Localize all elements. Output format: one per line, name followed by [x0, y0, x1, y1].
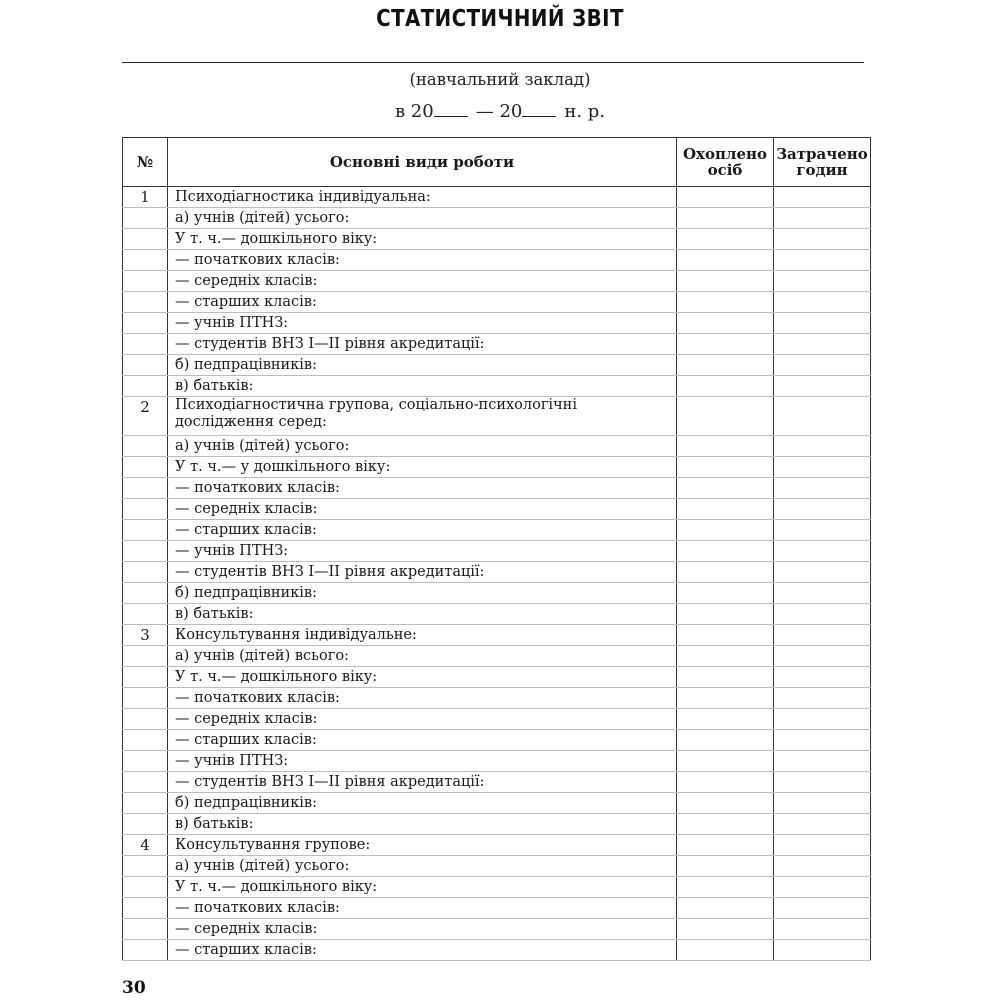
row-number-cell [123, 751, 168, 772]
work-type-cell: — студентів ВНЗ І—ІІ рівня акредитації: [168, 562, 677, 583]
people-covered-cell[interactable] [677, 313, 774, 334]
work-type-cell: Консультування індивідуальне: [168, 625, 677, 646]
work-type-cell: — середніх класів: [168, 271, 677, 292]
table-row [123, 730, 871, 751]
table-row [123, 376, 871, 397]
table-row [123, 499, 871, 520]
people-covered-cell[interactable] [677, 667, 774, 688]
work-type-cell: — студентів ВНЗ І—ІІ рівня акредитації: [168, 772, 677, 793]
header-work-types: Основні види роботи [168, 138, 677, 187]
people-covered-cell[interactable] [677, 604, 774, 625]
work-type-cell: — учнів ПТНЗ: [168, 751, 677, 772]
year-suffix: н. р. [564, 101, 606, 122]
people-covered-cell[interactable] [677, 457, 774, 478]
hours-spent-cell[interactable] [774, 457, 871, 478]
row-number-cell [123, 583, 168, 604]
row-number-cell [123, 520, 168, 541]
row-number-cell: 4 [123, 835, 168, 856]
row-number-cell [123, 562, 168, 583]
table-row [123, 898, 871, 919]
table-body [123, 187, 871, 961]
work-type-cell: а) учнів (дітей) усього: [168, 856, 677, 877]
table-row [123, 457, 871, 478]
row-number-cell [123, 229, 168, 250]
work-type-cell: б) педпрацівників: [168, 793, 677, 814]
work-type-cell: — початкових класів: [168, 688, 677, 709]
hours-spent-cell[interactable] [774, 208, 871, 229]
document-title: СТАТИСТИЧНИЙ ЗВІТ [376, 6, 624, 32]
people-covered-cell[interactable] [677, 688, 774, 709]
table-row [123, 334, 871, 355]
hours-spent-cell[interactable] [774, 856, 871, 877]
hours-spent-cell[interactable] [774, 271, 871, 292]
work-type-cell: — початкових класів: [168, 898, 677, 919]
table-row [123, 229, 871, 250]
row-number-cell [123, 877, 168, 898]
row-number-cell [123, 208, 168, 229]
row-number-cell [123, 709, 168, 730]
hours-spent-cell[interactable] [774, 646, 871, 667]
row-number-cell [123, 250, 168, 271]
hours-spent-cell[interactable] [774, 499, 871, 520]
table-row [123, 835, 871, 856]
row-number-cell [123, 604, 168, 625]
page-number: 30 [122, 978, 146, 998]
table-row [123, 793, 871, 814]
header-hours-spent: Затрачено годин [774, 138, 871, 187]
people-covered-cell[interactable] [677, 250, 774, 271]
hours-spent-cell[interactable] [774, 877, 871, 898]
hours-spent-cell[interactable] [774, 376, 871, 397]
people-covered-cell[interactable] [677, 856, 774, 877]
hours-spent-cell[interactable] [774, 940, 871, 961]
hours-spent-cell[interactable] [774, 772, 871, 793]
work-type-cell: — початкових класів: [168, 478, 677, 499]
work-type-cell: У т. ч.— дошкільного віку: [168, 229, 677, 250]
people-covered-cell[interactable] [677, 625, 774, 646]
people-covered-cell[interactable] [677, 541, 774, 562]
table-row [123, 604, 871, 625]
year-prefix: в 20 [394, 101, 434, 122]
hours-spent-cell[interactable] [774, 187, 871, 208]
table-row [123, 646, 871, 667]
people-covered-cell[interactable] [677, 229, 774, 250]
row-number-cell [123, 457, 168, 478]
hours-spent-cell[interactable] [774, 814, 871, 835]
hours-spent-cell[interactable] [774, 436, 871, 457]
table-row [123, 772, 871, 793]
year-dash: — 20 [475, 101, 523, 122]
hours-spent-cell[interactable] [774, 250, 871, 271]
row-number-cell [123, 940, 168, 961]
table-row [123, 313, 871, 334]
people-covered-cell[interactable] [677, 940, 774, 961]
row-number-cell [123, 688, 168, 709]
row-number-cell [123, 772, 168, 793]
row-number-cell [123, 313, 168, 334]
page-margin-right [892, 0, 1000, 1000]
hours-spent-cell[interactable] [774, 604, 871, 625]
people-covered-cell[interactable] [677, 436, 774, 457]
people-covered-cell[interactable] [677, 709, 774, 730]
table-row [123, 250, 871, 271]
people-covered-cell[interactable] [677, 355, 774, 376]
table-row [123, 271, 871, 292]
header-num: № [123, 138, 168, 187]
table-row [123, 208, 871, 229]
people-covered-cell[interactable] [677, 562, 774, 583]
hours-spent-cell[interactable] [774, 355, 871, 376]
table-row [123, 814, 871, 835]
hours-spent-cell[interactable] [774, 583, 871, 604]
header-people-covered: Охоплено осіб [677, 138, 774, 187]
work-type-cell: У т. ч.— дошкільного віку: [168, 877, 677, 898]
people-covered-cell[interactable] [677, 877, 774, 898]
people-covered-cell[interactable] [677, 520, 774, 541]
hours-spent-cell[interactable] [774, 730, 871, 751]
work-type-cell: в) батьків: [168, 604, 677, 625]
work-type-cell: б) педпрацівників: [168, 583, 677, 604]
row-number-cell [123, 646, 168, 667]
work-type-cell: — старших класів: [168, 292, 677, 313]
row-number-cell [123, 730, 168, 751]
people-covered-cell[interactable] [677, 646, 774, 667]
hours-spent-cell[interactable] [774, 793, 871, 814]
row-number-cell: 1 [123, 187, 168, 208]
people-covered-cell[interactable] [677, 772, 774, 793]
table-row [123, 541, 871, 562]
row-number-cell [123, 793, 168, 814]
table-row [123, 667, 871, 688]
work-type-cell: Психодіагностична групова, соціально-психологічні дослідження серед: [168, 397, 677, 436]
table-row [123, 397, 871, 436]
work-type-cell: — студентів ВНЗ І—ІІ рівня акредитації: [168, 334, 677, 355]
hours-spent-cell[interactable] [774, 541, 871, 562]
row-number-cell [123, 334, 168, 355]
hours-spent-cell[interactable] [774, 313, 871, 334]
table-row [123, 940, 871, 961]
table-row [123, 436, 871, 457]
table-row [123, 856, 871, 877]
hours-spent-cell[interactable] [774, 334, 871, 355]
hours-spent-cell[interactable] [774, 688, 871, 709]
row-number-cell: 2 [123, 397, 168, 436]
table-row [123, 688, 871, 709]
people-covered-cell[interactable] [677, 292, 774, 313]
people-covered-cell[interactable] [677, 814, 774, 835]
work-type-cell: У т. ч.— дошкільного віку: [168, 667, 677, 688]
row-number-cell: 3 [123, 625, 168, 646]
people-covered-cell[interactable] [677, 898, 774, 919]
work-type-cell: У т. ч.— у дошкільного віку: [168, 457, 677, 478]
work-type-cell: — старших класів: [168, 730, 677, 751]
work-type-cell: а) учнів (дітей) усього: [168, 436, 677, 457]
table-row [123, 919, 871, 940]
work-type-cell: — старших класів: [168, 940, 677, 961]
work-type-cell: — учнів ПТНЗ: [168, 313, 677, 334]
page-margin-left [0, 0, 108, 1000]
row-number-cell [123, 376, 168, 397]
people-covered-cell[interactable] [677, 583, 774, 604]
row-number-cell [123, 271, 168, 292]
institution-caption: (навчальний заклад) [409, 70, 591, 89]
work-type-cell: в) батьків: [168, 376, 677, 397]
hours-spent-cell[interactable] [774, 292, 871, 313]
table-row [123, 751, 871, 772]
hours-spent-cell[interactable] [774, 625, 871, 646]
row-number-cell [123, 856, 168, 877]
academic-year-line [0, 100, 1000, 122]
row-number-cell [123, 292, 168, 313]
work-type-cell: — початкових класів: [168, 250, 677, 271]
work-type-cell: Психодіагностика індивідуальна: [168, 187, 677, 208]
table-row [123, 187, 871, 208]
row-number-cell [123, 814, 168, 835]
row-number-cell [123, 919, 168, 940]
table-row [123, 292, 871, 313]
page-bottom-margin [108, 962, 892, 976]
people-covered-cell[interactable] [677, 478, 774, 499]
row-number-cell [123, 667, 168, 688]
hours-spent-cell[interactable] [774, 667, 871, 688]
table-row [123, 478, 871, 499]
table-row [123, 355, 871, 376]
row-number-cell [123, 499, 168, 520]
hours-spent-cell[interactable] [774, 520, 871, 541]
hours-spent-cell[interactable] [774, 562, 871, 583]
work-type-cell: б) педпрацівників: [168, 355, 677, 376]
hours-spent-cell[interactable] [774, 898, 871, 919]
people-covered-cell[interactable] [677, 397, 774, 436]
table-row [123, 625, 871, 646]
table-row [123, 562, 871, 583]
row-number-cell [123, 436, 168, 457]
people-covered-cell[interactable] [677, 793, 774, 814]
institution-fill-line [122, 62, 864, 63]
work-type-cell: — учнів ПТНЗ: [168, 541, 677, 562]
row-number-cell [123, 478, 168, 499]
people-covered-cell[interactable] [677, 499, 774, 520]
year-start-blank [434, 100, 468, 117]
people-covered-cell[interactable] [677, 730, 774, 751]
hours-spent-cell[interactable] [774, 478, 871, 499]
people-covered-cell[interactable] [677, 208, 774, 229]
people-covered-cell[interactable] [677, 919, 774, 940]
work-type-cell: Консультування групове: [168, 835, 677, 856]
work-type-cell: — середніх класів: [168, 499, 677, 520]
people-covered-cell[interactable] [677, 187, 774, 208]
people-covered-cell[interactable] [677, 835, 774, 856]
hours-spent-cell[interactable] [774, 751, 871, 772]
work-type-cell: — середніх класів: [168, 919, 677, 940]
row-number-cell [123, 898, 168, 919]
work-type-cell: а) учнів (дітей) усього: [168, 208, 677, 229]
hours-spent-cell[interactable] [774, 919, 871, 940]
table-row [123, 709, 871, 730]
work-type-cell: — середніх класів: [168, 709, 677, 730]
people-covered-cell[interactable] [677, 271, 774, 292]
table-row [123, 583, 871, 604]
hours-spent-cell[interactable] [774, 709, 871, 730]
work-type-cell: в) батьків: [168, 814, 677, 835]
year-end-blank [522, 100, 556, 117]
people-covered-cell[interactable] [677, 376, 774, 397]
hours-spent-cell[interactable] [774, 229, 871, 250]
people-covered-cell[interactable] [677, 751, 774, 772]
statistics-table [122, 137, 871, 961]
hours-spent-cell[interactable] [774, 835, 871, 856]
table-row [123, 520, 871, 541]
hours-spent-cell[interactable] [774, 397, 871, 436]
work-type-cell: — старших класів: [168, 520, 677, 541]
table-row [123, 877, 871, 898]
people-covered-cell[interactable] [677, 334, 774, 355]
row-number-cell [123, 355, 168, 376]
table-header-row [123, 138, 871, 187]
work-type-cell: а) учнів (дітей) всього: [168, 646, 677, 667]
row-number-cell [123, 541, 168, 562]
